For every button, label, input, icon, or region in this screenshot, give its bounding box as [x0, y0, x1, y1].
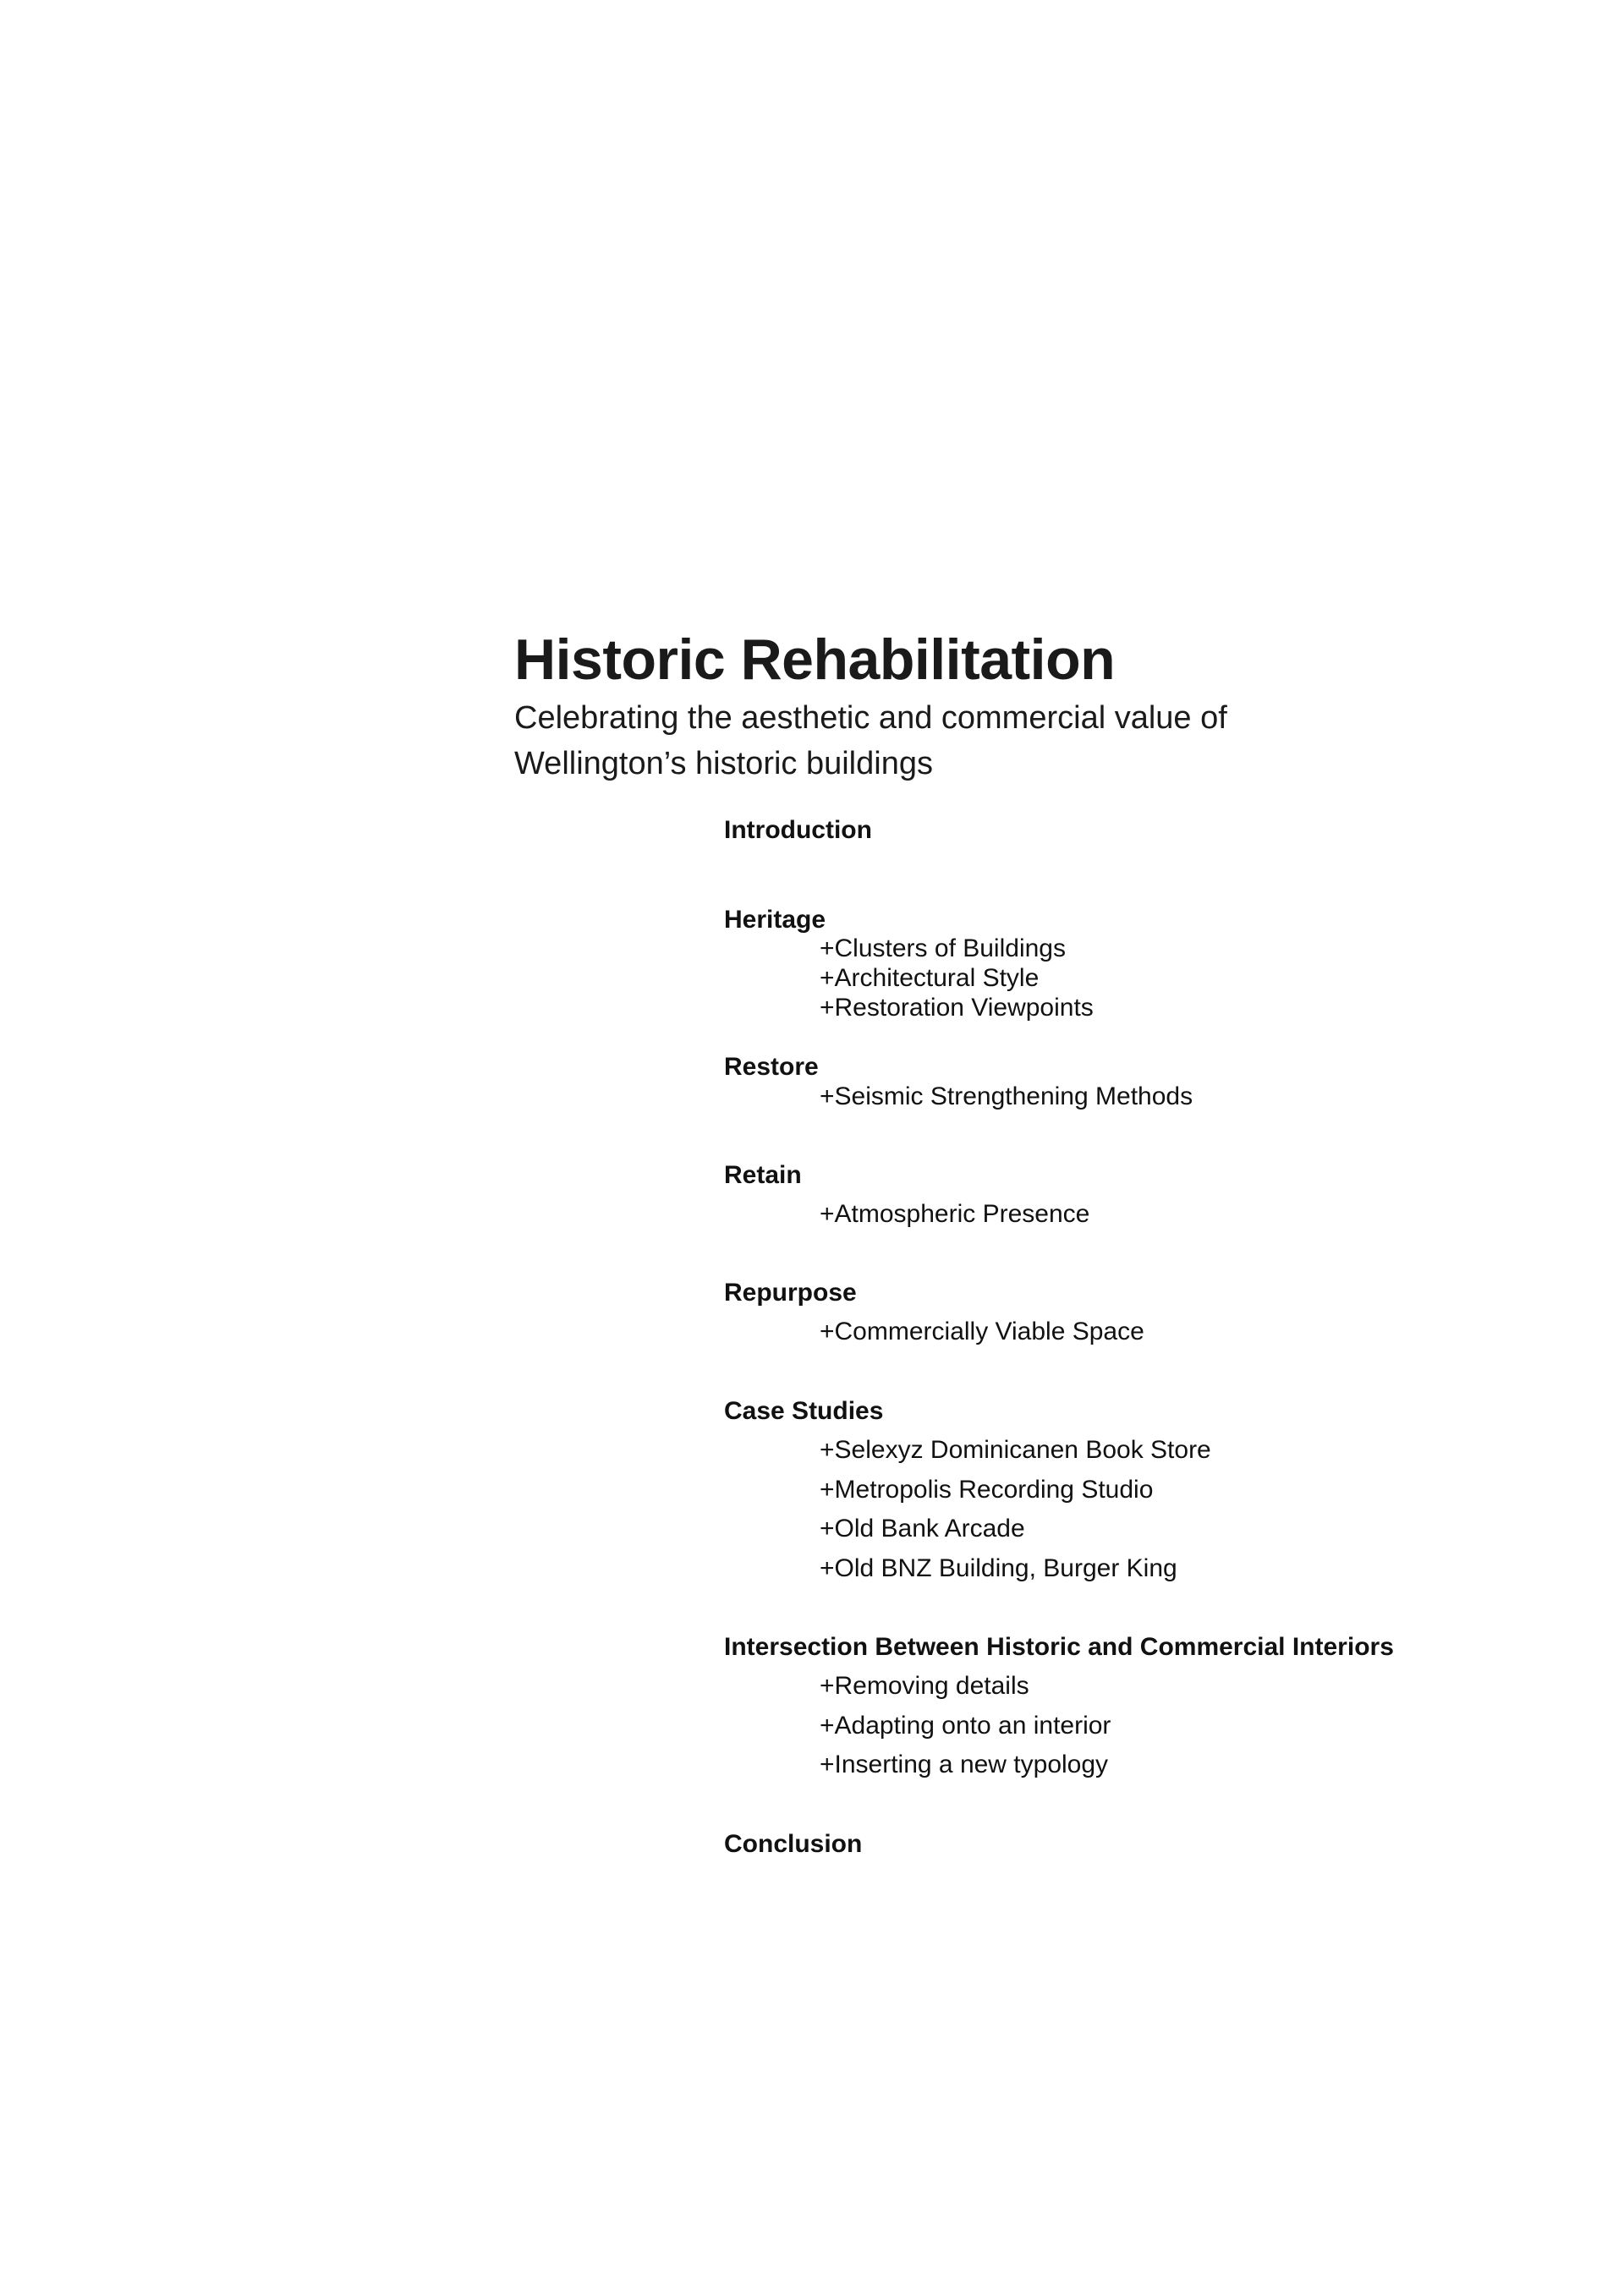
toc-item: +Clusters of Buildings — [820, 934, 1066, 962]
toc-item: +Restoration Viewpoints — [820, 994, 1094, 1022]
toc-item: +Selexyz Dominicanen Book Store — [820, 1436, 1211, 1464]
toc-item: +Architectural Style — [820, 964, 1040, 992]
toc-item: +Seismic Strengthening Methods — [820, 1082, 1193, 1110]
toc-item: +Inserting a new typology — [820, 1751, 1109, 1778]
toc-section-heritage: Heritage — [724, 906, 826, 934]
toc-item: +Metropolis Recording Studio — [820, 1476, 1154, 1504]
toc-item: +Old BNZ Building, Burger King — [820, 1554, 1177, 1582]
toc-section-intersection: Intersection Between Historic and Commercial Interiors — [724, 1633, 1394, 1661]
document-title: Historic Rehabilitation — [514, 627, 1116, 692]
toc-section-introduction: Introduction — [724, 816, 872, 844]
toc-item: +Commercially Viable Space — [820, 1318, 1144, 1345]
toc-section-retain: Retain — [724, 1161, 802, 1189]
toc-item: +Atmospheric Presence — [820, 1200, 1090, 1228]
toc-section-repurpose: Repurpose — [724, 1279, 857, 1307]
toc-item: +Removing details — [820, 1672, 1029, 1700]
toc-section-restore: Restore — [724, 1053, 819, 1081]
document-subtitle: Celebrating the aesthetic and commercial value of Wellington’s historic buildings — [514, 700, 1227, 781]
toc-section-case-studies: Case Studies — [724, 1397, 884, 1425]
document-header — [514, 627, 1445, 786]
toc-item: +Old Bank Arcade — [820, 1515, 1025, 1543]
toc-item: +Adapting onto an interior — [820, 1712, 1111, 1740]
toc-section-conclusion: Conclusion — [724, 1830, 863, 1858]
